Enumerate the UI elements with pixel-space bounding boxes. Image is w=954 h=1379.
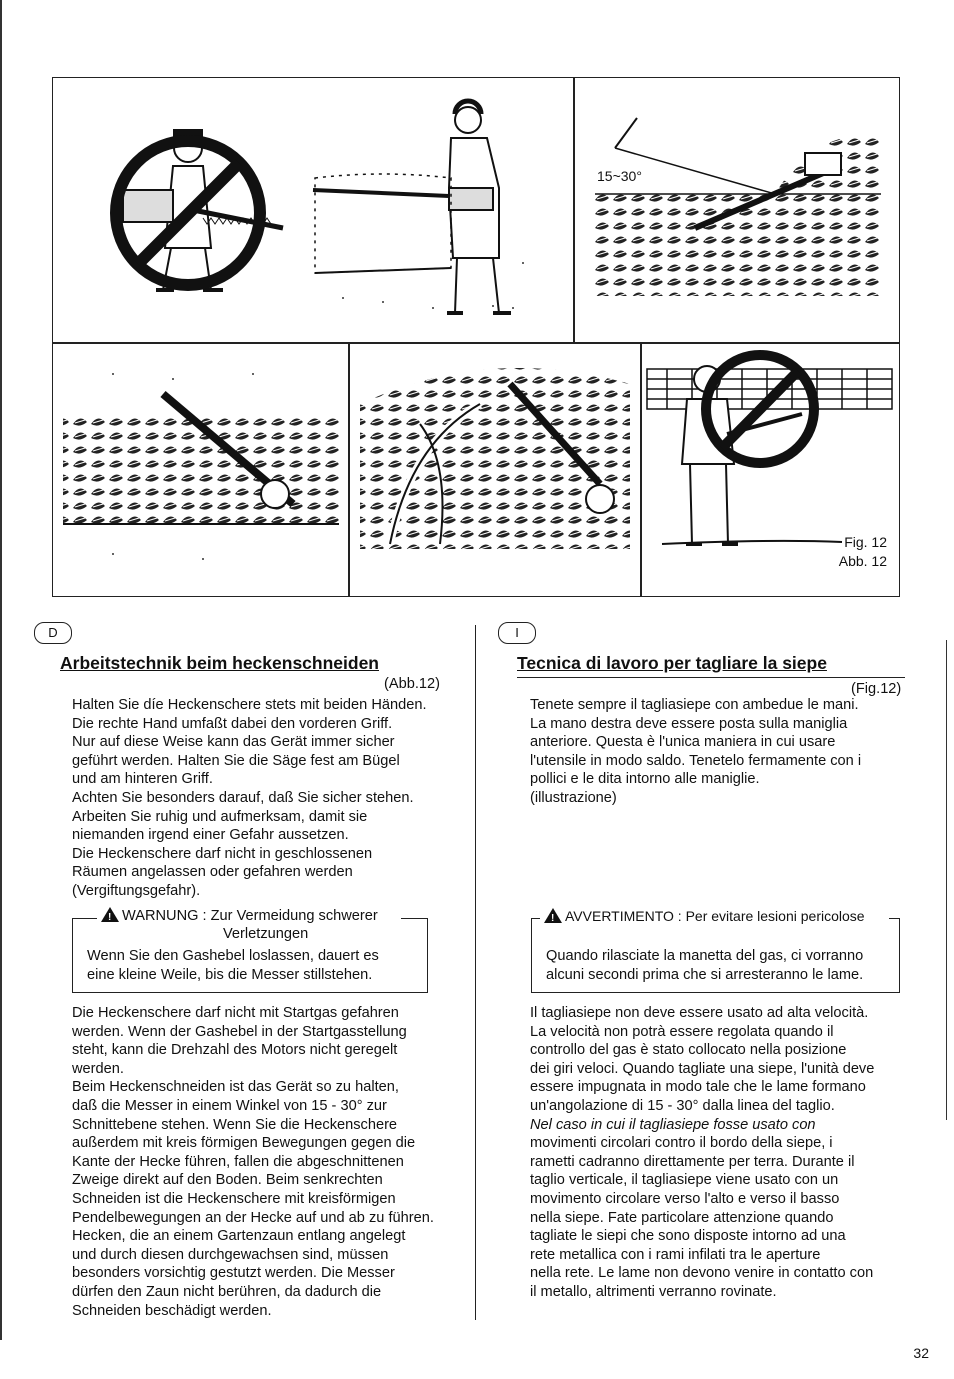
text-line: geführt werden. Halten Sie die Säge fest am Bügel (72, 752, 400, 769)
stance-illustration (53, 78, 573, 342)
text-line: werden. (72, 1060, 124, 1077)
text-line: taglio verticale, il tagliasiepe viene usato con un (530, 1172, 839, 1189)
text-line: (Vergiftungsgefahr). (72, 882, 201, 899)
scan-edge-right (946, 640, 947, 1120)
text-line: Kante der Hecke führen, fallen die abgeschnittenen (72, 1153, 404, 1170)
text-line: tagliate le siepi che sono disposte intorno ad una (530, 1228, 846, 1245)
text-line: dürfen den Zaun nicht berühren, da dadurch die (72, 1283, 382, 1300)
text-line: Zweige direkt auf den Boden. Beim senkrechten (72, 1172, 383, 1189)
text-line: Beim Heckenschneiden ist das Gerät so zu halten, (72, 1079, 399, 1096)
text-line: anteriore. Questa è l'unica maniera in cui usare (530, 734, 836, 751)
text-line: movimento circolare verso l'alto e verso il basso (530, 1190, 840, 1207)
warning-title-line: AVVERTIMENTO : Per evitare lesioni pericolose (565, 908, 865, 924)
fig-label: Fig. 12 (844, 534, 887, 550)
text-line: La mano destra deve essere posta sulla maniglia (530, 715, 848, 732)
correct-two-hand-figure (313, 101, 511, 313)
text-line: Pendelbewegungen an der Hecke auf und ab zu führen. (72, 1209, 434, 1226)
text-line: essere impugnata in modo tale che le lame formano (530, 1079, 866, 1096)
text-line: Tenete sempre il tagliasiepe con ambedue le mani. (530, 697, 859, 713)
text-line: Räumen angelassen oder gefahren werden (72, 864, 353, 881)
text-line: Arbeiten Sie ruhig und aufmerksam, damit sie (72, 808, 368, 825)
text-line: Schnittebene stehen. Wenn Sie die Heckenschere (72, 1116, 398, 1133)
text-line: un'angolazione di 15 - 30° dalla linea del taglio. (530, 1097, 835, 1114)
text-line: Nel caso in cui il tagliasiepe fosse usato con (530, 1116, 816, 1133)
text-line: Hecken, die an einem Gartenzaun entlang angelegt (72, 1228, 406, 1245)
warning-triangle-icon (544, 908, 562, 923)
heading-rule-it (517, 677, 905, 678)
text-line: Schneiden beschädigt werden. (72, 1302, 272, 1319)
text-line: steht, kann die Drehzahl des Motors nicht geregelt (72, 1042, 398, 1059)
heading-de: Arbeitstechnik beim heckenschneiden (60, 653, 379, 673)
language-badge-de: D (34, 622, 72, 644)
paragraph-it-2 (530, 1004, 925, 1302)
figure-ref-it: (Fig.12) (851, 681, 902, 697)
text-line: Nur auf diese Weise kann das Gerät immer sicher (72, 734, 395, 751)
text-line: nella rete. Le lame non devono venire in contatto con (530, 1265, 874, 1282)
paragraph-it-1 (530, 696, 920, 808)
text-line: Die Heckenschere darf nicht mit Startgas gefahren (72, 1005, 399, 1021)
text-line: dei giri veloci. Quando tagliate una siepe, l'unità deve (530, 1060, 875, 1077)
text-line: eine kleine Weile, bis die Messer stillstehen. (87, 966, 373, 983)
page-number: 32 (913, 1345, 929, 1361)
text-line: (illustrazione) (530, 789, 617, 806)
text-line: Achten Sie besonders darauf, daß Sie sicher stehen. (72, 789, 414, 806)
panel-angle-illustration (575, 78, 899, 342)
warning-title-de (97, 907, 382, 943)
text-line: La velocità non potrà essere regolata quando il (530, 1023, 834, 1040)
horizontal-cut-illustration (53, 344, 348, 596)
panel-stance-illustration (53, 78, 573, 342)
text-line: Quando rilasciate la manetta del gas, ci vorranno (546, 948, 864, 964)
paragraph-de-1 (72, 696, 472, 901)
panel-vertical-cut (350, 344, 640, 596)
text-line: l'utensile in modo saldo. Tenetelo fermamente con i (530, 752, 862, 769)
scan-edge-left (0, 0, 2, 1340)
angle-illustration (575, 78, 899, 342)
abb-label: Abb. 12 (838, 553, 887, 569)
warning-triangle-icon (101, 907, 119, 922)
vertical-cut-illustration (350, 344, 640, 596)
text-line: Il tagliasiepe non deve essere usato ad alta velocità. (530, 1005, 869, 1021)
text-line: außerdem mit kreis förmigen Bewegungen gegen die (72, 1135, 416, 1152)
text-line: pollici e le dita intorno alle maniglie. (530, 771, 760, 788)
angle-arrow-icon (615, 118, 637, 148)
language-badge-it: I (498, 622, 536, 644)
text-line: Die Heckenschere darf nicht in geschlossenen (72, 845, 373, 862)
text-line: Die rechte Hand umfaßt dabei den vorderen Griff. (72, 715, 393, 732)
text-line: und am hinteren Griff. (72, 771, 213, 788)
figure-ref-de: (Abb.12) (384, 676, 440, 692)
text-line: movimenti circolari contro il bordo della siepe, i (530, 1135, 833, 1152)
text-line: alcuni secondi prima che si arresteranno le lame. (546, 966, 864, 983)
text-line: werden. Wenn der Gashebel in der Startgasstellung (72, 1023, 407, 1040)
text-line: daß die Messer in einem Winkel von 15 - 30° zur (72, 1097, 387, 1114)
text-line: Wenn Sie den Gashebel loslassen, dauert es (87, 948, 379, 964)
text-line: niemanden irgend einer Gefahr aussetzen. (72, 827, 349, 844)
warning-title-it (540, 907, 869, 925)
text-line: nella siepe. Fate particolare attenzione quando (530, 1209, 834, 1226)
angle-label: 15~30° (597, 168, 642, 184)
column-divider (475, 625, 476, 1320)
text-line: rete metallica con i rami infilati tra le aperture (530, 1246, 821, 1263)
text-line: controllo del gas è stato collocato nella posizione (530, 1042, 847, 1059)
text-line: Schneiden ist die Heckenschere mit kreisförmigen (72, 1190, 396, 1207)
warning-body-de (87, 947, 379, 984)
figure-12-frame (52, 77, 900, 597)
heading-it: Tecnica di lavoro per tagliare la siepe (517, 653, 827, 673)
panel-horizontal-cut (53, 344, 348, 596)
warning-title-line: Verletzungen (223, 926, 309, 942)
warning-box-de (72, 908, 428, 993)
text-line: besonders vorsichtig gestutzt werden. Die Messer (72, 1265, 395, 1282)
panel-fence-warning (642, 344, 899, 596)
paragraph-de-2 (72, 1004, 472, 1320)
text-line: rametti cadranno direttamente per terra. Durante il (530, 1153, 855, 1170)
text-line: il metallo, altrimenti verranno rovinate. (530, 1283, 777, 1300)
warning-box-it (531, 908, 900, 993)
warning-body-it (546, 947, 863, 984)
text-line: Halten Sie díe Heckenschere stets mit beiden Händen. (72, 697, 427, 713)
text-line: und durch diesen durchgewachsen sind, müssen (72, 1246, 389, 1263)
warning-title-line: WARNUNG : Zur Vermeidung schwerer (122, 908, 378, 924)
